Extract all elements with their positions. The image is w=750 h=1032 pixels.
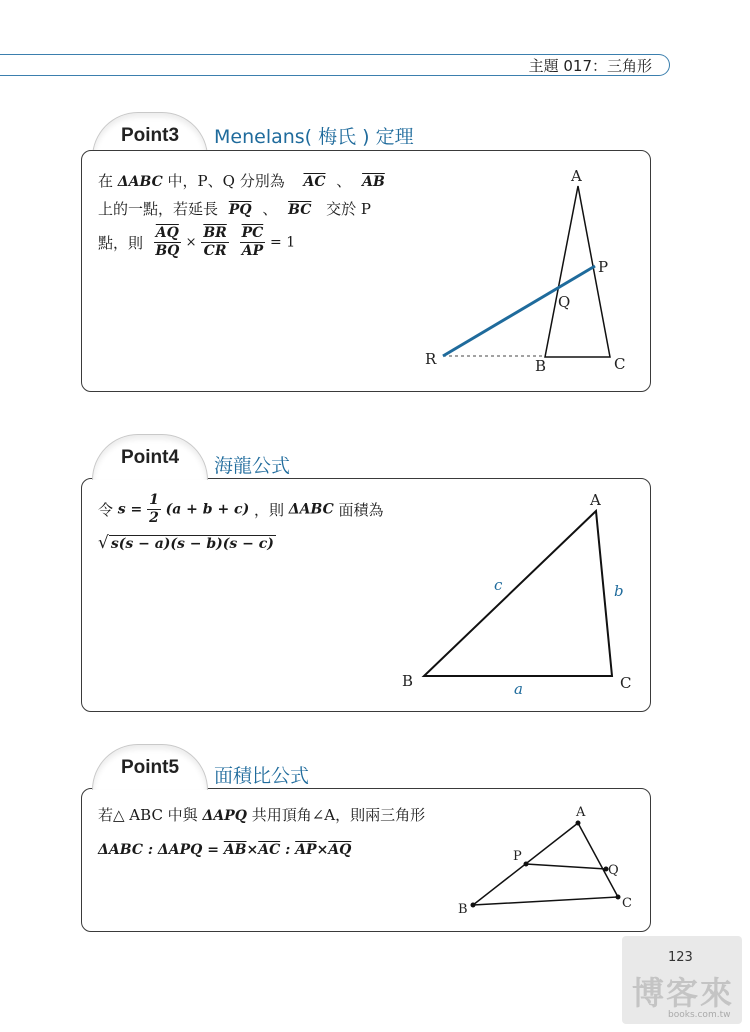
segment-aq: $\overline{AQ}$ — [328, 842, 352, 858]
point5-ratio — [98, 842, 351, 858]
text: 令 — [98, 501, 114, 519]
point5-title: 面積比公式 — [214, 765, 310, 787]
fraction-one-half — [147, 492, 161, 527]
label-p: P — [598, 258, 609, 276]
segment-ap: $\overline{AP}$ — [295, 842, 317, 858]
transversal-line — [443, 266, 595, 356]
point4-line1 — [98, 492, 384, 527]
label-a: A — [571, 167, 582, 185]
triangle-abc: ΔABC — [288, 501, 334, 518]
numerator: $\overline{BR}$ — [203, 225, 227, 241]
denominator: BQ — [155, 243, 180, 259]
area-ratio-triangle-shape — [473, 823, 618, 905]
segment-ac: $\overline{AC}$ — [303, 174, 326, 190]
s-equals: s = — [117, 501, 143, 518]
text: 點，則 — [98, 234, 144, 252]
colon: : — [280, 842, 296, 858]
heron-radicand: s(s − a)(s − b)(s − c) — [110, 536, 274, 552]
segment-ac: $\overline{AC}$ — [258, 842, 281, 858]
point5-line1 — [98, 804, 425, 825]
point4-title: 海龍公式 — [214, 455, 291, 477]
text: 交於 P — [326, 200, 372, 218]
label-a: A — [590, 491, 601, 509]
label-q: Q — [558, 293, 571, 311]
label-c: C — [614, 355, 626, 373]
denominator: CR — [203, 243, 227, 259]
label-r: R — [425, 350, 437, 368]
text: ，則 — [253, 501, 284, 519]
segment-ab: $\overline{AB}$ — [223, 842, 247, 858]
denominator: 2 — [149, 510, 159, 526]
point3-title: Menelans( 梅氏 ) 定理 — [214, 126, 414, 148]
watermark-url: books.com.tw — [668, 1010, 731, 1020]
triangle-apq: ΔAPQ — [202, 808, 247, 824]
point4-sqrt — [98, 533, 276, 553]
label-b: B — [458, 902, 468, 917]
separator: 、 — [336, 172, 352, 190]
sqrt-sign: √ — [98, 533, 109, 553]
text: 共用頂角∠A，則兩三角形 — [251, 806, 426, 824]
label-a: A — [576, 805, 586, 820]
heron-triangle-shape — [424, 511, 612, 676]
label-c: C — [620, 674, 632, 692]
segment-pq: $\overline{PQ}$ — [228, 202, 252, 218]
page-number: 123 — [668, 950, 693, 965]
point-p-dot — [524, 862, 529, 867]
text: 在 — [98, 172, 114, 190]
point-a-dot — [576, 821, 581, 826]
times-sign: × — [185, 235, 197, 250]
label-p: P — [513, 849, 522, 864]
separator: 、 — [262, 200, 278, 218]
point-c-dot — [616, 895, 621, 900]
side-c: c — [494, 576, 503, 594]
label-b: B — [535, 357, 547, 375]
segment-ab: $\overline{AB}$ — [362, 174, 385, 190]
times-sign: × — [316, 842, 329, 858]
sum-abc: (a + b + c) — [165, 501, 250, 518]
ratio-left: ΔABC : ΔAPQ = — [98, 842, 219, 858]
triangle-abc: ΔABC — [117, 174, 163, 190]
equals-one: = 1 — [270, 234, 296, 251]
label-q: Q — [608, 863, 619, 878]
numerator: $\overline{AQ}$ — [155, 225, 179, 241]
watermark-logo: 博客來 — [632, 974, 735, 1012]
segment-bc: $\overline{BC}$ — [288, 202, 312, 218]
point5-tab-label: Point5 — [120, 757, 180, 778]
point-b-dot — [471, 903, 476, 908]
point3-tab-label: Point3 — [120, 125, 180, 146]
text: 上的一點，若延長 — [98, 200, 219, 218]
denominator: AP — [241, 243, 264, 259]
text: 面積為 — [338, 501, 384, 519]
times-sign: × — [246, 842, 259, 858]
topic-title: 主題 017：三角形 — [528, 57, 652, 75]
label-c: C — [622, 896, 632, 911]
side-b: b — [614, 582, 624, 600]
text: 若△ ABC 中與 — [98, 806, 198, 824]
text: 中，P、Q 分別為 — [167, 172, 285, 190]
numerator: 1 — [149, 492, 159, 508]
segment-pq-line — [526, 864, 606, 869]
label-b: B — [402, 672, 414, 690]
numerator: $\overline{PC}$ — [241, 225, 264, 241]
point4-tab-label: Point4 — [120, 447, 180, 468]
side-a: a — [514, 680, 523, 698]
